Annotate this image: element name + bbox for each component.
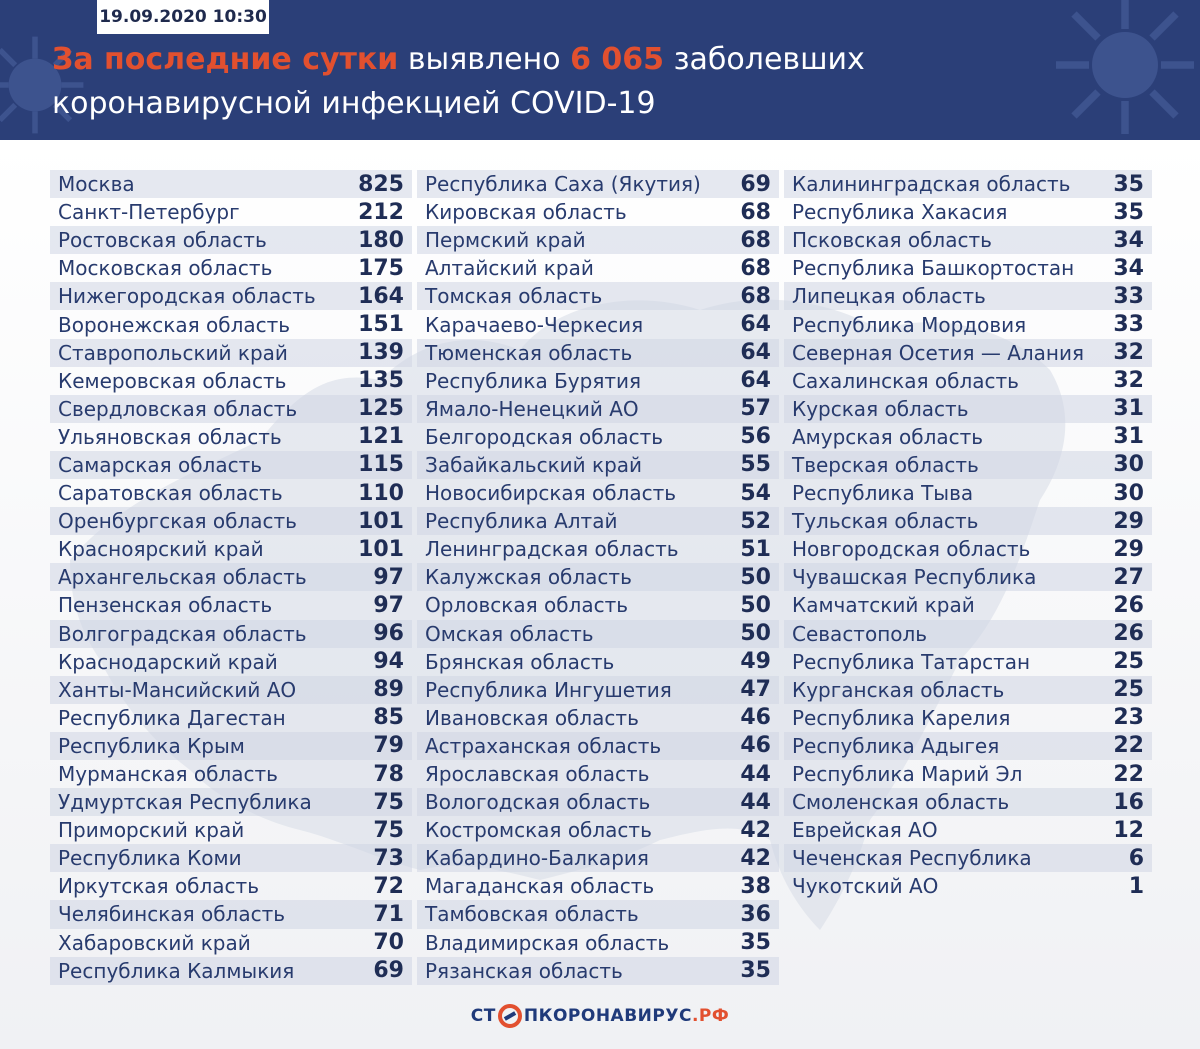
- region-name: Республика Крым: [58, 733, 245, 758]
- region-row: [417, 563, 779, 591]
- region-row: [417, 732, 779, 760]
- region-name: Курганская область: [792, 677, 1005, 702]
- headline-accent: За последние сутки: [52, 42, 399, 77]
- region-name: Магаданская область: [425, 874, 655, 899]
- region-row: [417, 591, 779, 619]
- headline-number: 6 065: [570, 42, 665, 77]
- column-1: [50, 170, 412, 985]
- region-name: Еврейская АО: [792, 818, 938, 843]
- region-row: [784, 479, 1152, 507]
- region-name: Брянская область: [425, 649, 615, 674]
- region-row: [50, 395, 412, 423]
- region-row: [417, 479, 779, 507]
- region-row: [417, 310, 779, 338]
- column-3: [784, 170, 1152, 900]
- region-row: [50, 535, 412, 563]
- region-case-count: 42: [740, 817, 771, 843]
- region-name: Смоленская область: [792, 790, 1010, 815]
- region-name: Кабардино-Балкария: [425, 846, 649, 871]
- region-case-count: 68: [740, 283, 771, 309]
- region-case-count: 34: [1113, 227, 1144, 253]
- region-row: [50, 648, 412, 676]
- region-case-count: 29: [1113, 536, 1144, 562]
- region-case-count: 26: [1113, 592, 1144, 618]
- region-case-count: 25: [1113, 677, 1144, 703]
- region-name: Томская область: [425, 284, 603, 309]
- region-case-count: 44: [740, 761, 771, 787]
- virus-illustration-right: [1040, 0, 1200, 140]
- region-name: Севастополь: [792, 621, 928, 646]
- region-name: Тульская область: [792, 509, 979, 534]
- region-row: [417, 423, 779, 451]
- region-case-count: 25: [1113, 649, 1144, 675]
- region-row: [50, 367, 412, 395]
- region-case-count: 26: [1113, 621, 1144, 647]
- region-case-count: 151: [358, 312, 404, 338]
- region-name: Красноярский край: [58, 537, 264, 562]
- region-row: [417, 282, 779, 310]
- region-name: Краснодарский край: [58, 649, 278, 674]
- region-name: Рязанская область: [425, 958, 623, 983]
- region-name: Республика Коми: [58, 846, 242, 871]
- headline-rest: заболевших: [664, 42, 865, 77]
- region-name: Чукотский АО: [792, 874, 939, 899]
- region-row: [784, 254, 1152, 282]
- region-row: [417, 648, 779, 676]
- headline-line1: [52, 38, 1052, 82]
- region-row: [50, 507, 412, 535]
- region-case-count: 89: [373, 677, 404, 703]
- region-row: [417, 339, 779, 367]
- region-row: [50, 844, 412, 872]
- region-case-count: 50: [740, 564, 771, 590]
- region-row: [784, 816, 1152, 844]
- region-name: Новгородская область: [792, 537, 1031, 562]
- region-row: [50, 816, 412, 844]
- region-name: Тверская область: [792, 452, 979, 477]
- region-name: Костромская область: [425, 818, 652, 843]
- region-case-count: 30: [1113, 480, 1144, 506]
- region-row: [784, 310, 1152, 338]
- region-row: [50, 760, 412, 788]
- region-case-count: 212: [358, 199, 404, 225]
- region-row: [50, 788, 412, 816]
- region-row: [784, 760, 1152, 788]
- region-case-count: 35: [740, 958, 771, 984]
- logo-text-start: СТ: [470, 1006, 496, 1026]
- region-row: [417, 844, 779, 872]
- region-name: Амурская область: [792, 424, 984, 449]
- region-row: [50, 282, 412, 310]
- region-row: [50, 563, 412, 591]
- region-name: Республика Адыгея: [792, 733, 1000, 758]
- region-row: [50, 620, 412, 648]
- region-case-count: 34: [1113, 255, 1144, 281]
- region-name: Приморский край: [58, 818, 245, 843]
- region-case-count: 6: [1128, 845, 1144, 871]
- region-case-count: 96: [373, 621, 404, 647]
- region-name: Удмуртская Республика: [58, 790, 312, 815]
- region-name: Ставропольский край: [58, 340, 288, 365]
- region-name: Пермский край: [425, 228, 586, 253]
- region-case-count: 56: [740, 424, 771, 450]
- region-row: [784, 226, 1152, 254]
- stop-sign-icon: [498, 1004, 522, 1028]
- region-row: [784, 367, 1152, 395]
- main-panel: [0, 140, 1200, 1049]
- region-row: [784, 732, 1152, 760]
- region-row: [50, 254, 412, 282]
- region-case-count: 75: [373, 789, 404, 815]
- region-name: Мурманская область: [58, 762, 278, 787]
- region-case-count: 68: [740, 199, 771, 225]
- region-row: [784, 563, 1152, 591]
- region-row: [784, 170, 1152, 198]
- region-row: [417, 620, 779, 648]
- region-case-count: 12: [1113, 817, 1144, 843]
- region-row: [417, 367, 779, 395]
- region-name: Ленинградская область: [425, 537, 679, 562]
- region-case-count: 47: [740, 677, 771, 703]
- region-row: [417, 226, 779, 254]
- region-row: [417, 676, 779, 704]
- region-case-count: 33: [1113, 283, 1144, 309]
- region-name: Республика Мордовия: [792, 312, 1027, 337]
- region-name: Калужская область: [425, 565, 632, 590]
- region-name: Республика Карелия: [792, 705, 1011, 730]
- region-row: [50, 957, 412, 985]
- region-row: [50, 170, 412, 198]
- region-case-count: 75: [373, 817, 404, 843]
- region-name: Республика Татарстан: [792, 649, 1031, 674]
- region-case-count: 54: [740, 480, 771, 506]
- region-case-count: 22: [1113, 761, 1144, 787]
- column-2: [417, 170, 779, 985]
- region-name: Камчатский край: [792, 593, 975, 618]
- region-case-count: 180: [358, 227, 404, 253]
- region-name: Карачаево-Черкесия: [425, 312, 644, 337]
- region-case-count: 94: [373, 649, 404, 675]
- region-row: [417, 957, 779, 985]
- date-badge: 19.09.2020 10:30: [97, 0, 269, 34]
- stopcoronavirus-logo: [0, 998, 1200, 1034]
- region-case-count: 38: [740, 873, 771, 899]
- region-name: Северная Осетия — Алания: [792, 340, 1085, 365]
- region-row: [784, 648, 1152, 676]
- region-name: Санкт-Петербург: [58, 200, 240, 225]
- region-case-count: 36: [740, 901, 771, 927]
- region-row: [417, 170, 779, 198]
- region-row: [50, 479, 412, 507]
- region-case-count: 70: [373, 930, 404, 956]
- region-case-count: 51: [740, 536, 771, 562]
- region-row: [784, 788, 1152, 816]
- region-row: [417, 900, 779, 928]
- region-case-count: 825: [358, 171, 404, 197]
- logo-text-domain: .РФ: [691, 1006, 730, 1026]
- region-row: [417, 395, 779, 423]
- region-row: [784, 395, 1152, 423]
- region-row: [50, 676, 412, 704]
- region-case-count: 31: [1113, 396, 1144, 422]
- region-row: [417, 816, 779, 844]
- region-name: Забайкальский край: [425, 452, 643, 477]
- region-case-count: 110: [358, 480, 404, 506]
- region-case-count: 22: [1113, 733, 1144, 759]
- region-name: Курская область: [792, 396, 969, 421]
- region-name: Нижегородская область: [58, 284, 316, 309]
- region-case-count: 79: [373, 733, 404, 759]
- region-case-count: 64: [740, 312, 771, 338]
- region-row: [784, 507, 1152, 535]
- region-row: [784, 676, 1152, 704]
- headline-line2: коронавирусной инфекцией COVID-19: [52, 86, 656, 121]
- region-case-count: 35: [1113, 171, 1144, 197]
- region-name: Республика Бурятия: [425, 368, 642, 393]
- region-row: [784, 620, 1152, 648]
- region-name: Воронежская область: [58, 312, 291, 337]
- region-name: Новосибирская область: [425, 481, 677, 506]
- region-name: Москва: [58, 172, 135, 197]
- region-name: Кемеровская область: [58, 368, 287, 393]
- region-case-count: 139: [358, 340, 404, 366]
- region-name: Республика Хакасия: [792, 200, 1008, 225]
- region-case-count: 44: [740, 789, 771, 815]
- region-name: Республика Башкортостан: [792, 256, 1075, 281]
- region-name: Хабаровский край: [58, 930, 251, 955]
- region-row: [50, 451, 412, 479]
- region-case-count: 69: [373, 958, 404, 984]
- region-name: Ханты-Мансийский АО: [58, 677, 297, 702]
- region-row: [417, 254, 779, 282]
- region-row: [50, 339, 412, 367]
- region-name: Самарская область: [58, 452, 263, 477]
- region-case-count: 101: [358, 536, 404, 562]
- region-row: [784, 423, 1152, 451]
- region-case-count: 71: [373, 901, 404, 927]
- region-name: Чеченская Республика: [792, 846, 1032, 871]
- region-case-count: 1: [1128, 873, 1144, 899]
- region-name: Чувашская Республика: [792, 565, 1037, 590]
- region-name: Ростовская область: [58, 228, 267, 253]
- region-name: Кировская область: [425, 200, 627, 225]
- region-case-count: 115: [358, 452, 404, 478]
- region-row: [784, 844, 1152, 872]
- region-case-count: 52: [740, 508, 771, 534]
- region-case-count: 73: [373, 845, 404, 871]
- region-name: Саратовская область: [58, 481, 283, 506]
- region-case-count: 135: [358, 368, 404, 394]
- region-name: Астраханская область: [425, 733, 662, 758]
- region-case-count: 101: [358, 508, 404, 534]
- region-row: [417, 535, 779, 563]
- region-case-count: 121: [358, 424, 404, 450]
- region-name: Республика Алтай: [425, 509, 618, 534]
- region-case-count: 32: [1113, 340, 1144, 366]
- region-row: [50, 226, 412, 254]
- region-name: Оренбургская область: [58, 509, 297, 534]
- region-row: [417, 929, 779, 957]
- region-row: [417, 872, 779, 900]
- region-row: [784, 704, 1152, 732]
- region-case-count: 97: [373, 564, 404, 590]
- region-row: [784, 535, 1152, 563]
- region-name: Челябинская область: [58, 902, 286, 927]
- region-row: [784, 591, 1152, 619]
- region-case-count: 69: [740, 171, 771, 197]
- region-case-count: 164: [358, 283, 404, 309]
- region-name: Республика Ингушетия: [425, 677, 672, 702]
- region-row: [417, 704, 779, 732]
- region-name: Республика Калмыкия: [58, 958, 295, 983]
- region-case-count: 46: [740, 733, 771, 759]
- region-name: Республика Саха (Якутия): [425, 172, 701, 197]
- region-case-count: 35: [740, 930, 771, 956]
- region-name: Ивановская область: [425, 705, 639, 730]
- region-name: Псковская область: [792, 228, 992, 253]
- region-name: Свердловская область: [58, 396, 298, 421]
- region-name: Тюменская область: [425, 340, 633, 365]
- region-name: Белгородская область: [425, 424, 664, 449]
- region-case-count: 68: [740, 255, 771, 281]
- region-case-count: 50: [740, 592, 771, 618]
- region-row: [784, 198, 1152, 226]
- region-case-count: 46: [740, 705, 771, 731]
- region-case-count: 16: [1113, 789, 1144, 815]
- region-row: [50, 704, 412, 732]
- region-case-count: 50: [740, 621, 771, 647]
- region-case-count: 31: [1113, 424, 1144, 450]
- region-case-count: 72: [373, 873, 404, 899]
- region-case-count: 64: [740, 340, 771, 366]
- region-name: Алтайский край: [425, 256, 594, 281]
- region-row: [50, 872, 412, 900]
- region-name: Республика Дагестан: [58, 705, 286, 730]
- region-case-count: 85: [373, 705, 404, 731]
- region-case-count: 23: [1113, 705, 1144, 731]
- region-case-count: 175: [358, 255, 404, 281]
- region-name: Сахалинская область: [792, 368, 1019, 393]
- region-row: [417, 788, 779, 816]
- region-name: Орловская область: [425, 593, 629, 618]
- headline: [52, 38, 1052, 126]
- region-case-count: 125: [358, 396, 404, 422]
- region-case-count: 68: [740, 227, 771, 253]
- region-name: Ульяновская область: [58, 424, 282, 449]
- region-row: [50, 591, 412, 619]
- region-name: Волгоградская область: [58, 621, 307, 646]
- region-row: [50, 198, 412, 226]
- region-name: Липецкая область: [792, 284, 986, 309]
- region-name: Омская область: [425, 621, 594, 646]
- region-name: Ямало-Ненецкий АО: [425, 396, 639, 421]
- region-row: [784, 872, 1152, 900]
- region-name: Иркутская область: [58, 874, 259, 899]
- region-case-count: 30: [1113, 452, 1144, 478]
- region-name: Вологодская область: [425, 790, 651, 815]
- region-row: [417, 507, 779, 535]
- region-row: [50, 423, 412, 451]
- region-name: Владимирская область: [425, 930, 670, 955]
- region-case-count: 35: [1113, 199, 1144, 225]
- region-row: [50, 900, 412, 928]
- region-name: Пензенская область: [58, 593, 273, 618]
- region-case-count: 27: [1113, 564, 1144, 590]
- region-case-count: 42: [740, 845, 771, 871]
- region-row: [50, 732, 412, 760]
- region-case-count: 97: [373, 592, 404, 618]
- region-name: Тамбовская область: [425, 902, 639, 927]
- region-row: [417, 198, 779, 226]
- region-name: Архангельская область: [58, 565, 307, 590]
- headline-mid: выявлено: [398, 42, 571, 77]
- region-row: [50, 310, 412, 338]
- region-case-count: 33: [1113, 312, 1144, 338]
- region-case-count: 57: [740, 396, 771, 422]
- region-row: [784, 339, 1152, 367]
- header-banner: [0, 0, 1200, 140]
- logo-text-middle: ПКОРОНАВИРУС: [523, 1006, 692, 1026]
- region-case-count: 64: [740, 368, 771, 394]
- region-name: Калининградская область: [792, 172, 1071, 197]
- region-row: [784, 282, 1152, 310]
- region-row: [417, 760, 779, 788]
- region-case-count: 78: [373, 761, 404, 787]
- region-case-count: 29: [1113, 508, 1144, 534]
- region-row: [784, 451, 1152, 479]
- region-name: Ярославская область: [425, 762, 650, 787]
- region-name: Московская область: [58, 256, 273, 281]
- region-row: [50, 929, 412, 957]
- region-row: [417, 451, 779, 479]
- region-case-count: 55: [740, 452, 771, 478]
- region-name: Республика Тыва: [792, 481, 974, 506]
- region-case-count: 49: [740, 649, 771, 675]
- region-name: Республика Марий Эл: [792, 762, 1023, 787]
- region-case-count: 32: [1113, 368, 1144, 394]
